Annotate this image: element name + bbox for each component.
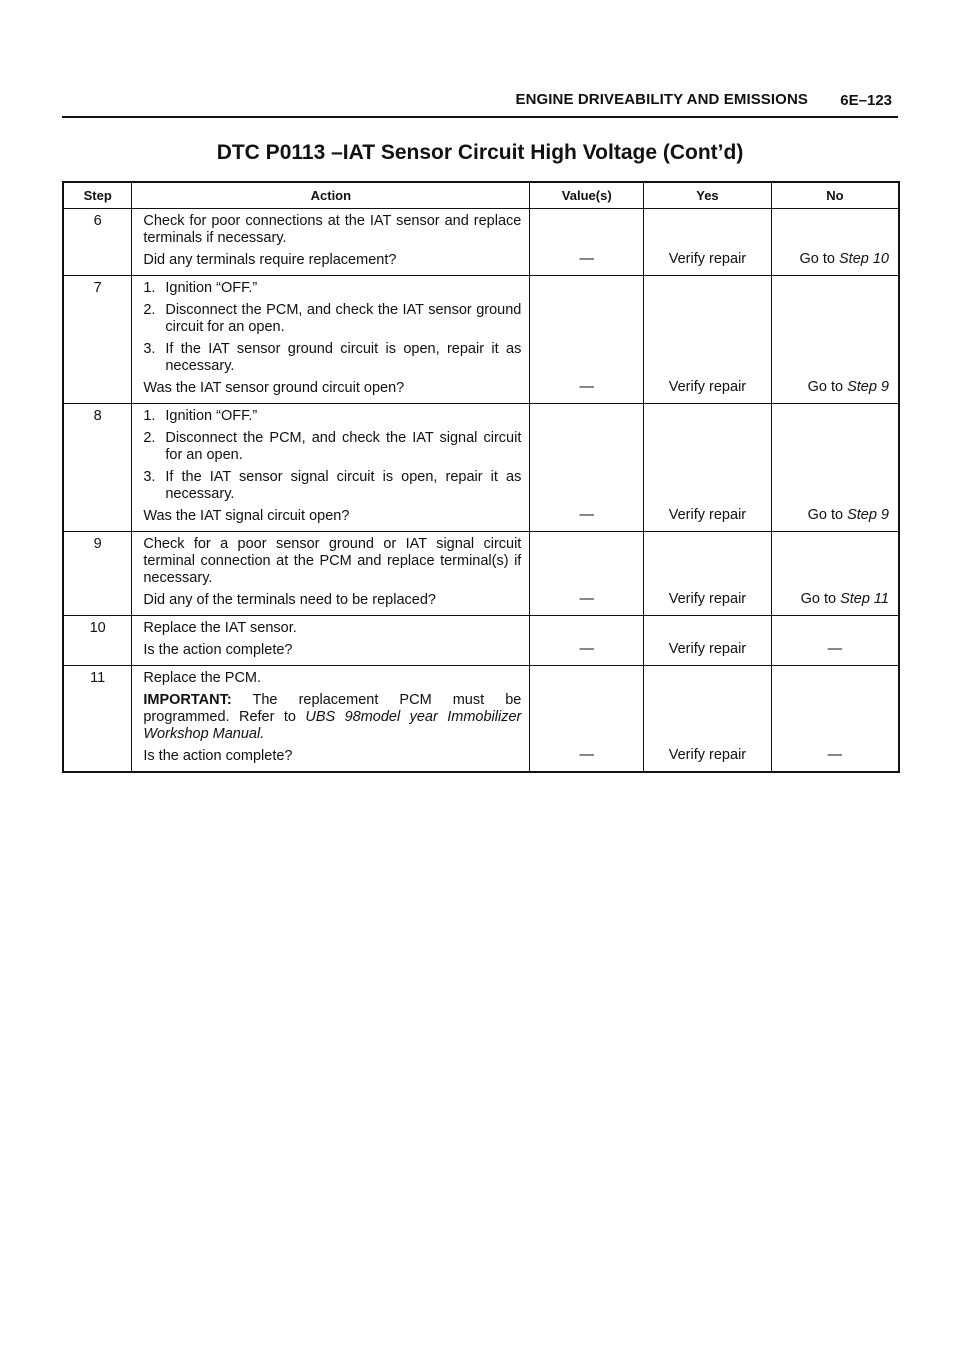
action-question: Did any of the terminals need to be replaced? <box>143 592 436 608</box>
step-number: 9 <box>63 532 132 616</box>
no-prefix: Go to <box>807 507 848 523</box>
action-list-item: 1. Ignition “OFF.” <box>143 280 258 296</box>
table-row <box>63 666 899 773</box>
step-reference: Step 9 <box>847 507 889 523</box>
action-question: Is the action complete? <box>143 642 293 658</box>
action-cell <box>132 532 530 616</box>
action-question: Was the IAT signal circuit open? <box>143 508 350 524</box>
action-cell <box>132 276 530 404</box>
action-list-item: 2. Disconnect the PCM, and check the IAT sensor ground circuit for an open. <box>143 302 522 335</box>
yes-cell: Verify repair <box>644 532 772 616</box>
table-row <box>63 404 899 532</box>
value-cell: — <box>530 404 644 532</box>
important-text: The replacement PCM must be programmed. Refer to <box>143 692 522 725</box>
no-cell <box>771 532 899 616</box>
action-cell <box>132 404 530 532</box>
page-number: 6E–123 <box>840 92 892 109</box>
action-question: Was the IAT sensor ground circuit open? <box>143 380 405 396</box>
action-cell <box>132 209 530 276</box>
yes-cell: Verify repair <box>644 666 772 773</box>
action-list-item: 3. If the IAT sensor signal circuit is open, repair it as necessary. <box>143 469 522 502</box>
page-header <box>62 88 898 118</box>
diagnostic-table <box>62 181 900 773</box>
action-cell <box>132 666 530 773</box>
value-cell: — <box>530 209 644 276</box>
yes-cell: Verify repair <box>644 616 772 666</box>
column-header-values: Value(s) <box>530 182 644 209</box>
manual-reference: UBS 98model year Immobilizer Workshop Manual. <box>143 709 522 742</box>
column-header-step: Step <box>63 182 132 209</box>
no-prefix: Go to <box>799 251 839 267</box>
no-prefix: Go to <box>800 591 841 607</box>
action-text: Replace the IAT sensor. <box>143 620 297 636</box>
value-cell: — <box>530 666 644 773</box>
no-prefix: Go to <box>807 379 848 395</box>
important-label: IMPORTANT: <box>143 692 232 708</box>
column-header-action: Action <box>132 182 530 209</box>
action-question: Did any terminals require replacement? <box>143 252 397 268</box>
yes-cell: Verify repair <box>644 276 772 404</box>
action-list-item: 1. Ignition “OFF.” <box>143 408 258 424</box>
action-text: Replace the PCM. <box>143 670 262 686</box>
no-cell <box>771 209 899 276</box>
step-number: 7 <box>63 276 132 404</box>
step-number: 8 <box>63 404 132 532</box>
column-header-yes: Yes <box>644 182 772 209</box>
section-title: ENGINE DRIVEABILITY AND EMISSIONS <box>515 91 808 108</box>
action-list-item: 2. Disconnect the PCM, and check the IAT signal circuit for an open. <box>143 430 522 463</box>
step-reference: Step 9 <box>847 379 889 395</box>
step-reference: Step 11 <box>840 591 889 607</box>
table-row <box>63 276 899 404</box>
table-row <box>63 616 899 666</box>
action-question: Is the action complete? <box>143 748 293 764</box>
value-cell: — <box>530 616 644 666</box>
important-note <box>143 692 521 743</box>
no-cell <box>771 276 899 404</box>
value-cell: — <box>530 532 644 616</box>
table-row <box>63 209 899 276</box>
step-number: 6 <box>63 209 132 276</box>
step-reference: Step 10 <box>839 251 889 267</box>
value-cell: — <box>530 276 644 404</box>
no-cell: — <box>771 666 899 773</box>
step-number: 11 <box>63 666 132 773</box>
no-cell: — <box>771 616 899 666</box>
page-title: DTC P0113 –IAT Sensor Circuit High Voltage (Cont’d) <box>216 141 744 164</box>
action-text: Check for poor connections at the IAT sensor and replace terminals if necessary. <box>143 213 522 246</box>
table-row <box>63 532 899 616</box>
column-header-no: No <box>771 182 899 209</box>
action-cell <box>132 616 530 666</box>
no-cell <box>771 404 899 532</box>
table-header-row <box>63 182 899 209</box>
yes-cell: Verify repair <box>644 404 772 532</box>
yes-cell: Verify repair <box>644 209 772 276</box>
step-number: 10 <box>63 616 132 666</box>
action-text: Check for a poor sensor ground or IAT signal circuit terminal connection at the PCM and replace terminal(s) if necessary. <box>143 536 522 586</box>
action-list-item: 3. If the IAT sensor ground circuit is open, repair it as necessary. <box>143 341 522 374</box>
